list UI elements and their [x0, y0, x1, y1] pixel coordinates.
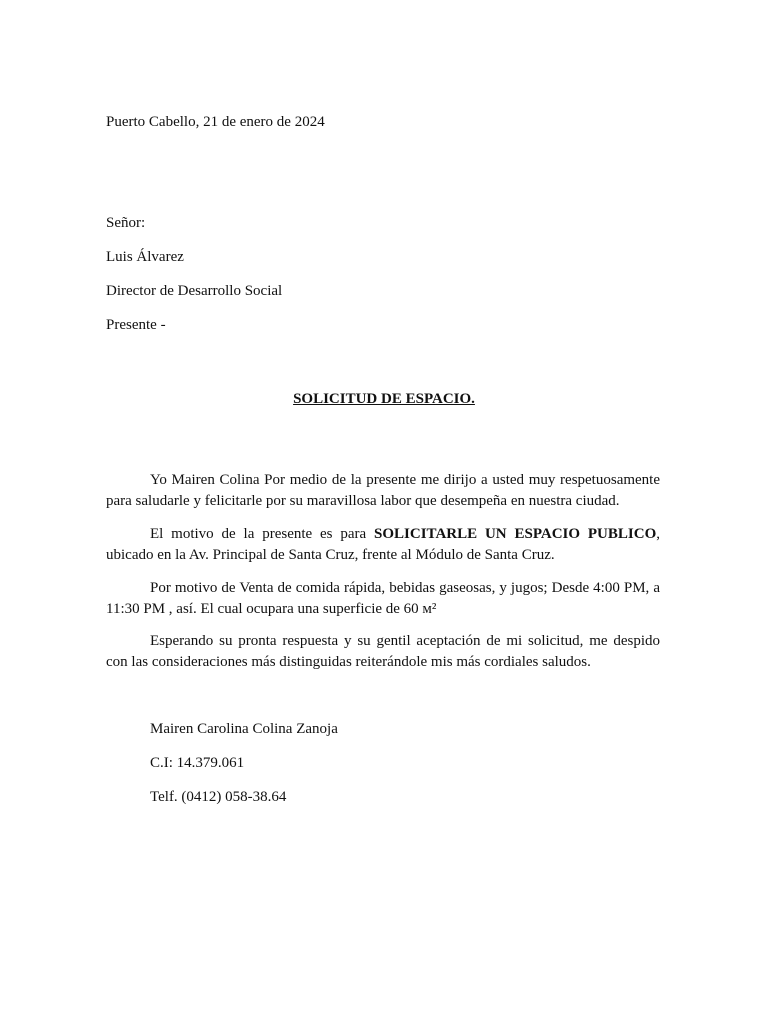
body-paragraph-1: Yo Mairen Colina Por medio de la presente me dirijo a usted muy respetuosamente para saludarle y felicitarle por su maravillosa labor que desempeña en nuestra ciudad.	[106, 472, 660, 509]
body-paragraph-3: Por motivo de Venta de comida rápida, bebidas gaseosas, y jugos; Desde 4:00 PM, a 11:30 PM , así. El cual ocupara una superficie de 60 м²	[106, 580, 660, 617]
presente-line: Presente -	[106, 317, 166, 333]
body-paragraph-2	[106, 524, 660, 566]
recipient-position: Director de Desarrollo Social	[106, 283, 283, 299]
p2-text-before: El motivo de la presente es para	[150, 526, 375, 542]
letter-subject: SOLICITUD DE ESPACIO.	[293, 391, 475, 407]
place-date: Puerto Cabello, 21 de enero de 2024	[106, 114, 325, 130]
recipient-name: Luis Álvarez	[106, 249, 184, 265]
body-paragraph-4: Esperando su pronta respuesta y su gentil aceptación de mi solicitud, me despido con las consideraciones más distinguidas reiterándole mis más cordiales saludos.	[106, 633, 660, 670]
signature-name: Mairen Carolina Colina Zanoja	[150, 721, 338, 737]
p2-text-after: , ubicado en la Av. Principal de Santa Cruz, frente al Módulo de Santa Cruz.	[106, 526, 660, 563]
signature-ci: C.I: 14.379.061	[150, 755, 245, 771]
salutation: Señor:	[106, 215, 146, 231]
p2-bold-request: SOLICITARLE UN ESPACIO PUBLICO	[374, 526, 657, 542]
signature-phone: Telf. (0412) 058-38.64	[150, 789, 287, 805]
